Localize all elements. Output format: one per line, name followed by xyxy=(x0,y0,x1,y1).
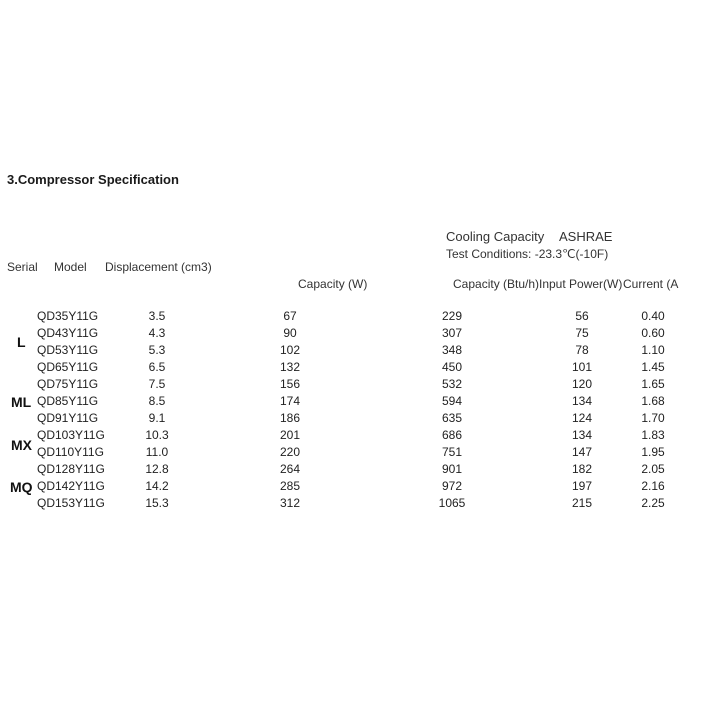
header-current: Current (A xyxy=(623,277,679,291)
header-model: Model xyxy=(54,260,87,274)
cell-current: 1.65 xyxy=(641,377,665,391)
cell-model: QD75Y11G xyxy=(37,377,99,391)
cell-model: QD110Y11G xyxy=(37,445,104,459)
cell-capacity-w: 201 xyxy=(279,428,301,442)
cell-capacity-btu: 594 xyxy=(441,394,463,408)
cell-capacity-w: 156 xyxy=(279,377,301,391)
cell-current: 2.16 xyxy=(641,479,665,493)
cell-displacement: 7.5 xyxy=(148,377,166,391)
cell-model: QD43Y11G xyxy=(37,326,99,340)
cell-capacity-w: 174 xyxy=(279,394,301,408)
cell-current: 1.83 xyxy=(641,428,665,442)
cell-displacement: 3.5 xyxy=(148,309,166,323)
cell-model: QD65Y11G xyxy=(37,360,99,374)
cell-displacement: 5.3 xyxy=(148,343,166,357)
cell-capacity-w: 312 xyxy=(279,496,301,510)
cell-model: QD85Y11G xyxy=(37,394,99,408)
cell-displacement: 6.5 xyxy=(148,360,166,374)
cell-model: QD103Y11G xyxy=(37,428,105,442)
cell-capacity-btu: 307 xyxy=(441,326,463,340)
cell-capacity-btu: 972 xyxy=(441,479,463,493)
cell-displacement: 15.3 xyxy=(145,496,169,510)
cell-input-power: 101 xyxy=(571,360,593,374)
cell-current: 1.70 xyxy=(641,411,665,425)
cell-displacement: 9.1 xyxy=(148,411,166,425)
cell-capacity-btu: 901 xyxy=(441,462,463,476)
cooling-standard-label: ASHRAE xyxy=(559,229,613,244)
cell-capacity-w: 285 xyxy=(279,479,301,493)
cell-input-power: 134 xyxy=(571,394,593,408)
cell-input-power: 182 xyxy=(571,462,593,476)
cell-capacity-btu: 450 xyxy=(441,360,463,374)
cell-current: 2.25 xyxy=(641,496,665,510)
cell-capacity-w: 90 xyxy=(283,326,297,340)
cell-model: QD53Y11G xyxy=(37,343,99,357)
header-capacity-w: Capacity (W) xyxy=(298,277,368,291)
serial-label-ml: ML xyxy=(11,394,32,410)
cell-input-power: 56 xyxy=(575,309,589,323)
header-serial: Serial xyxy=(7,260,38,274)
cell-capacity-w: 264 xyxy=(279,462,301,476)
cell-capacity-btu: 751 xyxy=(441,445,463,459)
cell-capacity-w: 102 xyxy=(279,343,301,357)
cell-capacity-btu: 686 xyxy=(441,428,463,442)
cell-model: QD91Y11G xyxy=(37,411,99,425)
cell-current: 1.45 xyxy=(641,360,665,374)
test-conditions-label: Test Conditions: -23.3℃(-10F) xyxy=(446,247,609,261)
cell-input-power: 134 xyxy=(571,428,593,442)
cell-displacement: 10.3 xyxy=(145,428,169,442)
cell-current: 0.60 xyxy=(641,326,665,340)
header-displacement: Displacement (cm3) xyxy=(105,260,212,274)
cell-current: 1.68 xyxy=(641,394,665,408)
cell-input-power: 197 xyxy=(571,479,593,493)
cell-model: QD153Y11G xyxy=(37,496,105,510)
page-title: 3.Compressor Specification xyxy=(7,172,179,187)
cell-displacement: 11.0 xyxy=(145,445,169,459)
cell-model: QD142Y11G xyxy=(37,479,105,493)
cell-capacity-btu: 532 xyxy=(441,377,463,391)
cell-input-power: 215 xyxy=(571,496,593,510)
serial-label-mq: MQ xyxy=(10,479,33,495)
cell-input-power: 120 xyxy=(571,377,593,391)
cell-capacity-w: 220 xyxy=(279,445,301,459)
header-input-power: Input Power(W) xyxy=(539,277,623,291)
cell-current: 1.95 xyxy=(641,445,665,459)
cell-input-power: 78 xyxy=(575,343,589,357)
cell-capacity-w: 186 xyxy=(279,411,301,425)
header-capacity-btu: Capacity (Btu/h) xyxy=(453,277,540,291)
cell-capacity-w: 132 xyxy=(279,360,301,374)
serial-label-mx: MX xyxy=(11,437,32,453)
cell-input-power: 147 xyxy=(571,445,593,459)
cell-displacement: 14.2 xyxy=(145,479,169,493)
cell-displacement: 12.8 xyxy=(145,462,169,476)
cell-capacity-w: 67 xyxy=(283,309,297,323)
cell-displacement: 8.5 xyxy=(148,394,166,408)
cooling-capacity-label: Cooling Capacity xyxy=(446,229,545,244)
cell-capacity-btu: 229 xyxy=(441,309,463,323)
cell-capacity-btu: 348 xyxy=(441,343,463,357)
serial-label-l: L xyxy=(17,334,26,350)
cell-model: QD35Y11G xyxy=(37,309,99,323)
cell-capacity-btu: 1065 xyxy=(438,496,466,510)
cell-input-power: 124 xyxy=(571,411,593,425)
cell-current: 2.05 xyxy=(641,462,665,476)
cell-current: 1.10 xyxy=(641,343,665,357)
cell-displacement: 4.3 xyxy=(148,326,166,340)
cell-current: 0.40 xyxy=(641,309,665,323)
cell-capacity-btu: 635 xyxy=(441,411,463,425)
cell-model: QD128Y11G xyxy=(37,462,105,476)
cell-input-power: 75 xyxy=(575,326,589,340)
